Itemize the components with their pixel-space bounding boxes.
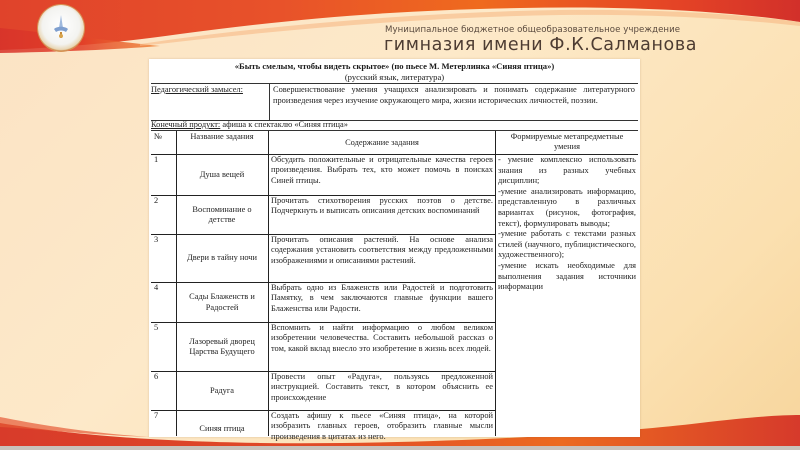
pedagogical-intent-row: [151, 83, 638, 121]
skill-item: -умение работать с текстами разных стилей (научного, публицистического, художественного);: [498, 229, 636, 260]
skill-item: -умение анализировать информацию, представленную в различных вариантах (рисунок, фотография, текст), формулировать выводы;: [498, 186, 636, 228]
row-7-content: Создать афишу к пьесе «Синяя птица», на которой изобразить главных героев, отобразить главные мысли произведения в цитатах из него.: [271, 411, 493, 441]
row-2-num: 2: [154, 196, 159, 205]
document-title: «Быть смелым, чтобы видеть скрытое» (по пьесе М. Метерлинка «Синяя птица»): [234, 61, 555, 71]
school-logo: [38, 5, 84, 51]
document-subtitle: (русский язык, литература): [344, 72, 445, 82]
column-divider: [176, 131, 177, 436]
column-divider: [495, 131, 496, 436]
row-4-content: Выбрать одно из Блаженств или Радостей и подготовить Памятку, в чем заключаются главные функции вашего Блаженства или Радости.: [271, 283, 493, 313]
header-num: №: [154, 132, 162, 141]
row-2-content: Прочитать стихотворения русских поэтов о детстве. Подчеркнуть и выписать описания детских воспоминаний: [271, 196, 493, 216]
row-6-name: Радуга: [210, 385, 234, 395]
row-3-num: 3: [154, 235, 159, 244]
school-name: гимназия имени Ф.К.Салманова: [384, 35, 698, 55]
row-5-name: Лазоревый дворец Царства Будущего: [189, 336, 255, 356]
row-3-name: Двери в тайну ночи: [186, 253, 258, 263]
lesson-plan-document: [149, 59, 640, 441]
header-skills: Формируемые метапредметные умения: [510, 132, 624, 152]
row-5-content: Вспомнить и найти информацию о любом великом изобретении человечества. Составить небольшой рассказ о том, какой вклад внесло это изобретение в жизнь всех людей.: [271, 323, 493, 353]
row-1-num: 1: [154, 155, 159, 164]
row-1-content: Обсудить положительные и отрицательные качества героев произведения. Выбрать тех, кто может помочь в поисках Синей птицы.: [271, 155, 493, 185]
row-6-num: 6: [154, 372, 159, 381]
header-task-content: Содержание задания: [345, 138, 419, 147]
row-2-name: Воспоминание о детстве: [192, 204, 252, 224]
row-6-content: Провести опыт «Радуга», пользуясь предложенной инструкцией. Составить текст, в котором объяснить ее происхождение: [271, 372, 493, 402]
row-7-num: 7: [154, 411, 159, 420]
row-1-name: Душа вещей: [199, 169, 245, 179]
skill-item: -умение искать необходимые для выполнения задания источники информации: [498, 260, 636, 292]
row-3-content: Прочитать описания растений. На основе анализа содержания установить соответствия между предложенными изображениями и описаниями растений.: [271, 235, 493, 265]
final-product-row: [151, 119, 638, 131]
skill-item: - умение комплексно использовать знания из разных учебных дисциплин;: [498, 155, 636, 186]
row-4-name: Сады Блаженств и Радостей: [189, 292, 255, 312]
header-task-name: Название задания: [190, 132, 254, 141]
pedagogical-intent-label: Педагогический замысел:: [151, 85, 243, 94]
column-divider: [268, 131, 269, 436]
institution-type: Муниципальное бюджетное общеобразовательное учреждение: [385, 25, 681, 35]
pedagogical-intent-text: Совершенствование умения учащихся анализировать и понимать содержание литературного произведения через изучение окружающего мира, жизни исторических личностей, поэзии.: [273, 85, 635, 105]
column-divider: [269, 84, 270, 120]
final-product-text: афиша к спектаклю «Синяя птица»: [220, 120, 348, 129]
row-4-num: 4: [154, 283, 159, 292]
school-emblem-icon: [52, 14, 70, 42]
row-7-name: Синяя птица: [199, 423, 245, 433]
skills-list: [498, 155, 636, 293]
final-product-label: Конечный продукт:: [151, 120, 221, 129]
row-5-num: 5: [154, 323, 159, 332]
